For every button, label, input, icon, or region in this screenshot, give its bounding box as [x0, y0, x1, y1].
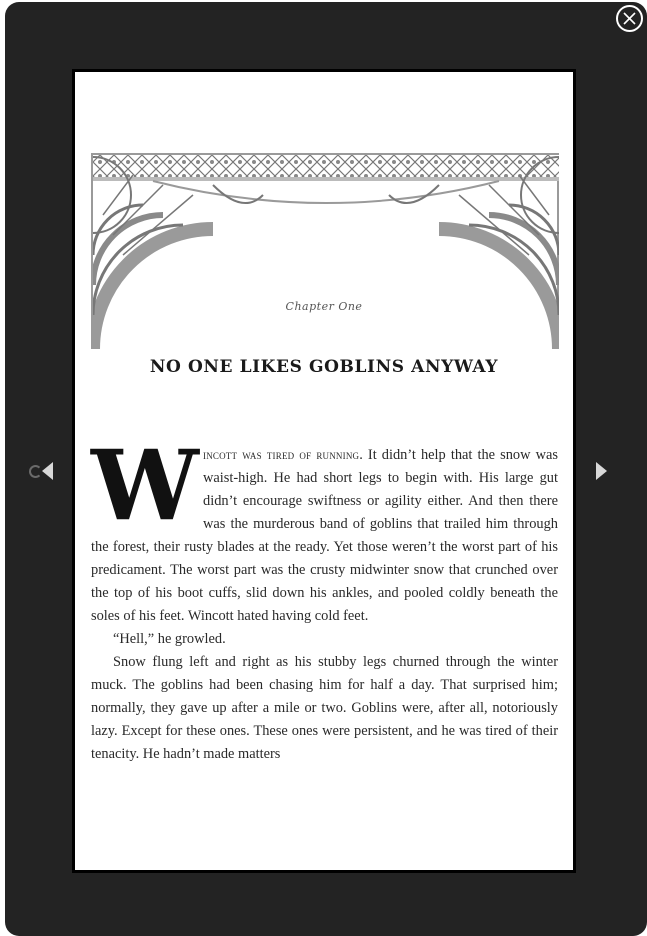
opening-small-caps: incott was tired of running: [203, 447, 360, 462]
loading-spinner-icon: [29, 465, 42, 478]
decorative-frame-icon: [91, 153, 559, 349]
paragraph-1-text: . It didn’t help that the snow was waist-high. He had short legs to begin with. His large gut didn’t encourage swiftness or agility either. And then there was the murderous band of goblins that trailed him through the forest, their rusty blades at the ready. Yet those weren’t the worst part of his predicament. The worst part was the crusty midwinter snow that crunched over the top of his boot cuffs, slid down his ankles, and pooled coldly beneath the soles of his feet. Wincott hated having cold feet.: [91, 447, 558, 624]
next-page-button[interactable]: [590, 456, 614, 486]
paragraph-3: Snow flung left and right as his stubby legs churned through the winter muck. The goblins had been chasing him for half a day. That surprised him; normally, they gave up after a mile or two. Goblins were, after all, notoriously lazy. Except for these ones. These ones were persistent, and he was tired of their tenacity. He hadn’t made matters: [91, 654, 558, 762]
chapter-body: [91, 429, 558, 766]
chapter-title: NO ONE LIKES GOBLINS ANYWAY: [149, 357, 499, 377]
book-page: [72, 69, 576, 873]
drop-cap: W: [91, 429, 193, 542]
close-icon[interactable]: [616, 5, 643, 32]
triangle-right-icon: [590, 456, 614, 486]
chapter-label: Chapter One: [285, 300, 363, 313]
paragraph-2: “Hell,” he growled.: [113, 631, 226, 647]
previous-page-button[interactable]: [25, 456, 59, 486]
paragraph-1: [91, 429, 558, 628]
